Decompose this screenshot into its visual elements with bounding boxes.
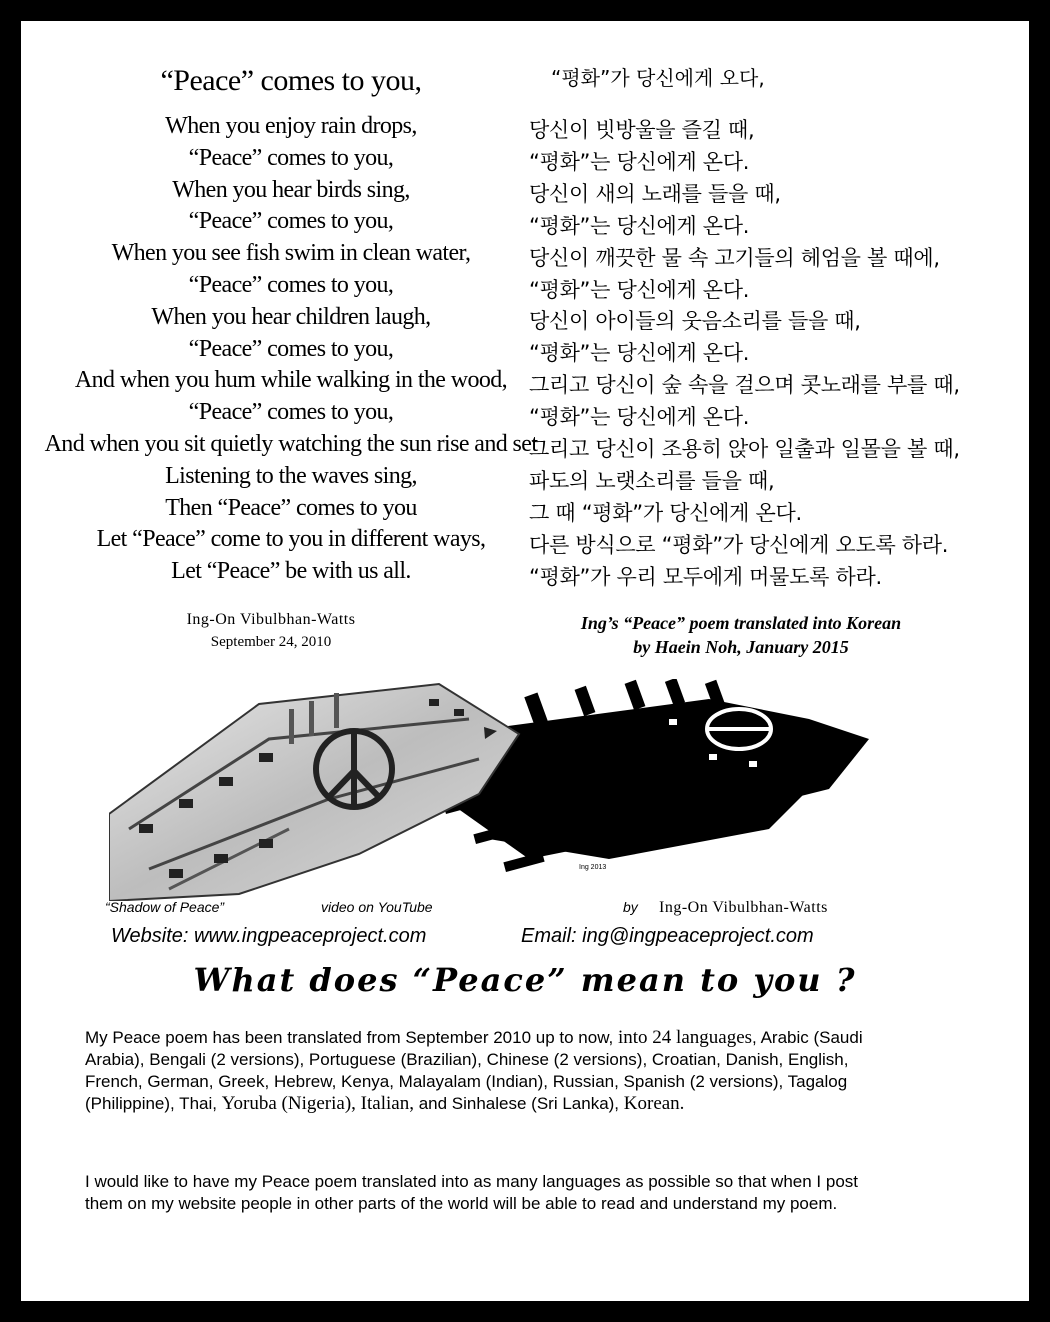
english-poem-line: “Peace” comes to you, [188,335,394,362]
translations-sinhalese: and Sinhalese (Sri Lanka), [418,1094,620,1113]
english-poem-line: Then “Peace” comes to you [165,494,417,521]
korean-poem-line: “평화”는 당신에게 온다. [529,213,750,238]
wish-paragraph: I would like to have my Peace poem translated into as many languages as possible so that when I post them on my website people in other parts of the world will be able to read and understand my poem. [85,1172,859,1213]
translations-comma: , [752,1028,757,1047]
translations-paragraph [85,1027,895,1115]
artwork-video-note: video on YouTube [321,899,433,915]
translation-credit-line: Ing’s “Peace” poem translated into Korean [580,613,902,633]
korean-poem-line: 당신이 새의 노래를 들을 때, [529,181,781,206]
email-label: Email: [521,925,577,947]
translations-korean: Korean. [623,1093,685,1114]
korean-poem-line: “평화”는 당신에게 온다. [529,149,750,174]
english-credit [141,609,401,653]
english-poem-line: And when you hum while walking in the wood, [74,367,508,394]
english-poem-line: Listening to the waves sing, [165,462,417,489]
shadow-of-peace-artwork [109,679,899,901]
email-link[interactable]: ing@ingpeaceproject.com [582,925,814,947]
korean-poem [529,63,1029,594]
korean-poem-line: “평화”는 당신에게 온다. [529,341,750,366]
korean-poem-line: 당신이 아이들의 웃음소리를 들을 때, [529,309,861,334]
korean-poem-line: “평화”는 당신에게 온다. [529,277,750,302]
translation-credit [536,611,946,659]
artwork-author: Ing-On Vibulbhan-Watts [659,899,828,916]
metal-peace-plate [109,684,519,901]
artwork-title: “Shadow of Peace” [105,899,225,915]
korean-poem-line: 당신이 빗방울을 즐길 때, [529,118,755,142]
question-heading: What does “Peace” mean to you ? [193,961,857,999]
english-poem-line: Let “Peace” come to you in different ways, [96,526,486,553]
english-poem-title: “Peace” comes to you, [160,64,422,97]
translations-italian: Italian, [360,1093,414,1114]
english-poem-line: Let “Peace” be with us all. [171,558,411,585]
artwork-by: by [623,899,638,915]
english-poem-line: “Peace” comes to you, [188,271,394,298]
korean-poem-line: 그 때 “평화”가 당신에게 온다. [529,500,802,525]
website-label: Website: [111,925,189,947]
english-poem-line: “Peace” comes to you, [188,144,394,171]
english-poem [41,63,541,588]
english-poem-line: And when you sit quietly watching the sun rise and set [44,430,538,457]
email-row [521,925,814,948]
korean-poem-line: 당신이 깨끗한 물 속 고기들의 헤엄을 볼 때에, [529,245,940,270]
english-poem-line: When you hear children laugh, [151,303,431,330]
korean-poem-line: 그리고 당신이 숲 속을 걸으며 콧노래를 부를 때, [529,373,960,398]
korean-poem-line: “평화”가 우리 모두에게 머물도록 하라. [529,564,882,589]
korean-poem-line: 다른 방식으로 “평화”가 당신에게 오도록 하라. [529,532,949,557]
translations-yoruba: Yoruba (Nigeria), [221,1093,356,1114]
artwork-signature: Ing 2013 [579,864,607,871]
korean-poem-line: “평화”는 당신에게 온다. [529,405,750,430]
korean-poem-line: 그리고 당신이 조용히 앉아 일출과 일몰을 볼 때, [529,437,960,462]
website-link[interactable]: www.ingpeaceproject.com [194,925,427,947]
translations-count: into 24 languages [618,1027,753,1048]
english-poem-line: “Peace” comes to you, [188,399,394,426]
translations-text: My Peace poem has been translated from September 2010 up to now, [85,1028,614,1047]
poem-date: September 24, 2010 [210,634,332,650]
website-row [111,925,426,948]
english-poem-line: When you see fish swim in clean water, [111,240,471,267]
english-poem-line: When you hear birds sing, [172,176,410,203]
korean-poem-line: 파도의 노랫소리를 들을 때, [529,468,775,493]
translation-credit-line: by Haein Noh, January 2015 [633,637,849,657]
author-name: Ing-On Vibulbhan-Watts [186,611,356,628]
poster [21,21,1029,1301]
korean-poem-title: “평화”가 당신에게 오다, [551,66,765,90]
translations-languages: Arabic (Saudi Arabia), Bengali (2 versions), Portuguese (Brazilian), Chinese (2 versions), Croatian, Danish, English, French, German, Greek, Hebrew, Kenya, Malayalam (Indian), Russian, Spanish (2 versions), Tagalog (Philippine), Thai, [85,1028,863,1113]
english-poem-line: “Peace” comes to you, [188,208,394,235]
english-poem-line: When you enjoy rain drops, [165,113,417,139]
